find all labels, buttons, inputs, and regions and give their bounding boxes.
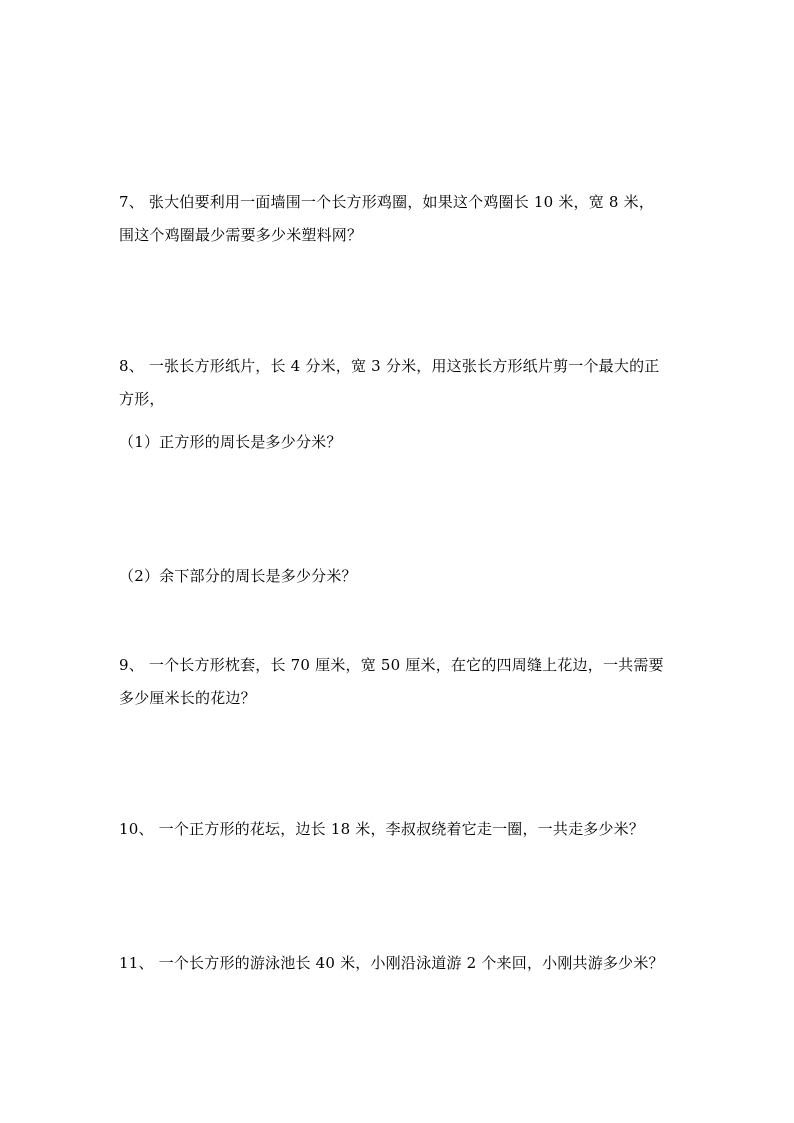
question-10-line-1: 10、 一个正方形的花坛，边长 18 米，李叔叔绕着它走一圈，一共走多少米？ xyxy=(119,820,645,838)
question-9-line-2: 多少厘米长的花边？ xyxy=(119,689,256,707)
question-8-line-2: 方形， xyxy=(119,390,165,408)
question-8-line-1: 8、 一张长方形纸片，长 4 分米，宽 3 分米，用这张长方形纸片剪一个最大的正 xyxy=(119,357,660,375)
question-8-subquestion-1: （1）正方形的周长是多少分米？ xyxy=(119,433,342,451)
question-8-subquestion-2: （2）余下部分的周长是多少分米？ xyxy=(119,567,357,585)
question-9-line-1: 9、 一个长方形枕套，长 70 厘米，宽 50 厘米，在它的四周缝上花边，一共需要 xyxy=(119,656,664,674)
question-7-line-1: 7、 张大伯要利用一面墙围一个长方形鸡圈，如果这个鸡圈长 10 米，宽 8 米， xyxy=(119,193,655,211)
question-7-line-2: 围这个鸡圈最少需要多少米塑料网？ xyxy=(119,226,363,244)
question-11-line-1: 11、 一个长方形的游泳池长 40 米，小刚沿泳道游 2 个来回，小刚共游多少米？ xyxy=(119,954,664,972)
